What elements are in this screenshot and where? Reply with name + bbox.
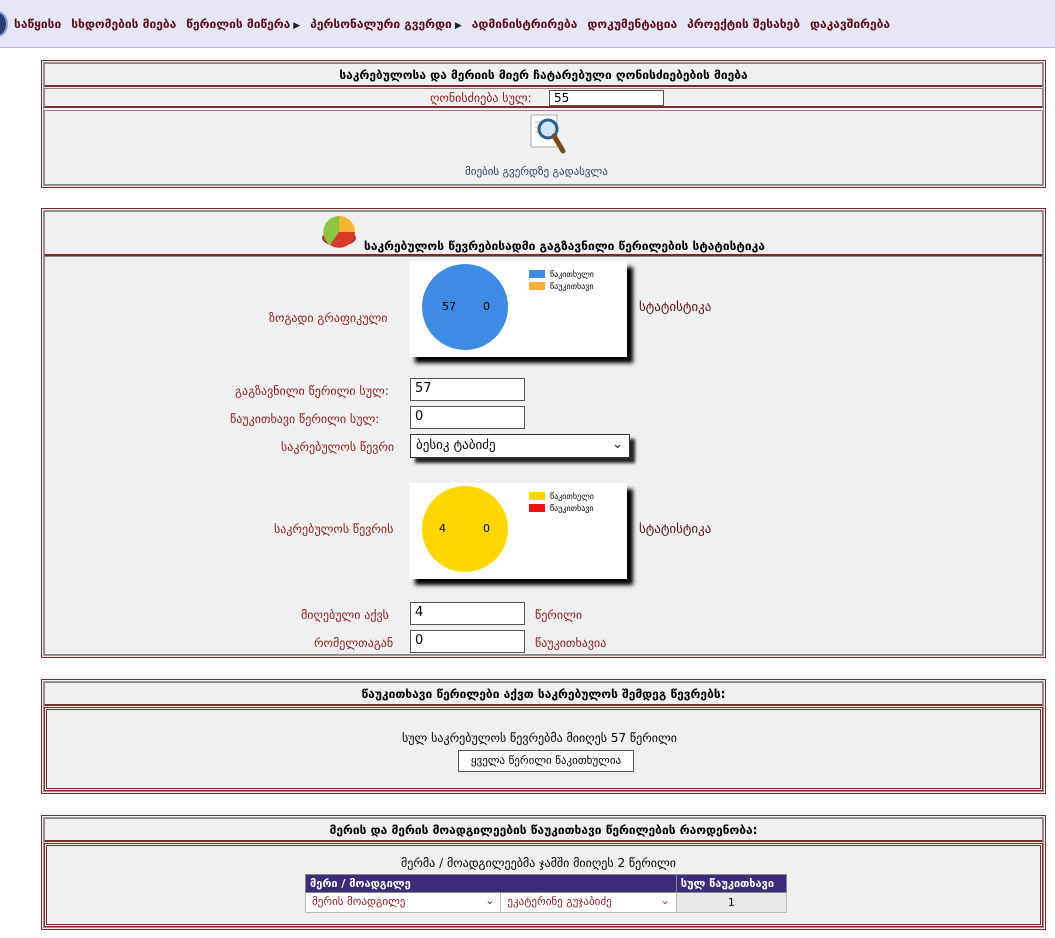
member-pie-svg xyxy=(409,483,627,579)
general-chart xyxy=(409,261,627,357)
person-select[interactable] xyxy=(503,894,673,912)
unread-total-label: წაუკითხავი წერილი სულ: xyxy=(230,412,380,426)
legend-swatch xyxy=(529,492,545,500)
pie-slice-read xyxy=(422,486,508,572)
member-chart xyxy=(409,483,627,579)
chevron-down-icon: ⌄ xyxy=(660,893,670,907)
events-count-label: ღონისძიება სულ: xyxy=(430,91,532,105)
person-select-value: ეკატერინე გუჯაბიძე xyxy=(507,894,612,908)
pie-label-unread: 0 xyxy=(483,300,490,313)
nav-item-sessions[interactable]: სხდომების მიება xyxy=(71,17,177,31)
nav-item-send-letter[interactable] xyxy=(186,17,300,31)
pie-label-unread: 0 xyxy=(483,522,490,535)
main-menu xyxy=(14,17,890,31)
chevron-down-icon: ⌄ xyxy=(485,893,495,907)
sent-total-label: გაგზავნილი წერილი სულ: xyxy=(235,384,389,398)
mark-all-read-button[interactable]: ყველა წერილი წაკითხულია xyxy=(458,750,634,772)
unread-members-panel xyxy=(41,679,1046,794)
legend-swatch xyxy=(529,504,545,512)
column-header-unread: სულ წაუკითხავი xyxy=(676,875,786,893)
received-field[interactable]: 4 xyxy=(410,602,525,625)
events-search-link[interactable]: მიების გვერდზე გადასვლა xyxy=(465,165,608,178)
legend-swatch xyxy=(529,270,545,278)
nav-item-documentation[interactable]: დოკუმენტაცია xyxy=(587,17,678,31)
nav-item-contact[interactable]: დაკავშირება xyxy=(809,17,891,31)
general-chart-label: ზოგადი გრაფიკული xyxy=(269,311,388,325)
pie-label-read: 57 xyxy=(442,300,456,313)
events-search-area xyxy=(44,110,1043,185)
site-logo-icon[interactable] xyxy=(0,11,8,37)
chevron-down-icon: ⌄ xyxy=(612,437,623,452)
stats-panel xyxy=(41,208,1046,658)
received-suffix: წერილი xyxy=(535,608,583,622)
nav-item-administration[interactable]: ადმინისტრირება xyxy=(471,17,578,31)
unread-summary: სულ საკრებულოს წევრებმა მიიღეს 57 წერილი xyxy=(402,731,677,745)
events-panel-title: საკრებულოსა და მერიის მიერ ჩატარებული ღონისძიებების მიება xyxy=(44,63,1043,87)
pie-slice-read xyxy=(422,264,508,350)
role-select[interactable] xyxy=(308,894,498,912)
legend-label: წაუკითხავი xyxy=(550,503,594,513)
legend-item-unread xyxy=(529,502,594,514)
unread-panel-body xyxy=(44,707,1043,791)
nav-item-personal-page-label: პერსონალური გვერდი xyxy=(310,17,452,31)
member-stats-label: სტატისტიკა xyxy=(639,522,712,537)
role-cell xyxy=(306,893,501,913)
received-label: მიღებული აქვს xyxy=(301,608,389,622)
of-which-suffix: წაუკითხავია xyxy=(535,636,607,650)
legend-label: წაუკითხავი xyxy=(550,281,594,291)
member-chart-legend xyxy=(529,490,594,514)
legend-item-read xyxy=(529,268,594,280)
legend-item-read xyxy=(529,490,594,502)
mayor-table-header xyxy=(306,875,787,893)
mayor-table xyxy=(305,874,787,913)
general-chart-legend xyxy=(529,268,594,292)
submenu-arrow-icon: ▶ xyxy=(293,21,301,31)
nav-item-personal-page[interactable] xyxy=(310,17,462,31)
mayor-panel xyxy=(41,815,1046,930)
pie-label-read: 4 xyxy=(439,522,446,535)
events-count-field[interactable]: 55 xyxy=(549,90,664,106)
legend-label: წაკითხული xyxy=(550,491,594,501)
mayor-panel-title: მერის და მერის მოადგილეების წაუკითხავი წერილების რაოდენობა: xyxy=(44,818,1043,842)
member-select[interactable] xyxy=(410,434,630,458)
unread-total-field[interactable]: 0 xyxy=(410,406,525,429)
pie-chart-icon xyxy=(320,213,358,251)
top-navigation xyxy=(0,0,1055,48)
of-which-label: რომელთაგან xyxy=(314,636,394,650)
legend-item-unread xyxy=(529,280,594,292)
events-count-row xyxy=(44,88,1043,108)
nav-item-send-letter-label: წერილის მიწერა xyxy=(186,17,291,31)
table-row xyxy=(306,893,787,913)
general-pie-svg xyxy=(409,261,627,357)
stats-panel-title: საკრებულოს წევრებისადმი გაგზავნილი წერილების სტატისტიკა xyxy=(364,239,765,253)
role-select-value: მერის მოადგილე xyxy=(312,894,406,908)
member-select-value: ბესიკ ტაბიძე xyxy=(416,438,496,453)
events-panel xyxy=(41,60,1046,188)
of-which-field[interactable]: 0 xyxy=(410,630,525,653)
mayor-panel-body xyxy=(44,843,1043,927)
sent-total-field[interactable]: 57 xyxy=(410,378,525,401)
nav-item-home[interactable]: საწყისი xyxy=(14,17,62,31)
legend-swatch xyxy=(529,282,545,290)
stats-panel-header xyxy=(44,211,1043,256)
general-stats-label: სტატისტიკა xyxy=(639,300,712,315)
person-cell xyxy=(501,893,676,913)
submenu-arrow-icon: ▶ xyxy=(454,21,462,31)
mayor-summary: მერმა / მოადგილეებმა ჯამში მიიღეს 2 წერილი xyxy=(401,856,676,870)
member-select-label: საკრებულოს წევრი xyxy=(281,440,395,454)
unread-panel-title: წაუკითხავი წერილები აქვთ საკრებულოს შემდეგ წევრებს: xyxy=(44,682,1043,706)
magnifier-icon[interactable] xyxy=(529,113,567,155)
legend-label: წაკითხული xyxy=(550,269,594,279)
member-chart-label: საკრებულოს წევრის xyxy=(274,522,394,536)
unread-count-cell: 1 xyxy=(676,893,786,913)
nav-item-about-project[interactable]: პროექტის შესახებ xyxy=(687,17,800,31)
column-header-role: მერი / მოადგილე xyxy=(306,875,677,893)
stats-body xyxy=(44,256,1043,655)
